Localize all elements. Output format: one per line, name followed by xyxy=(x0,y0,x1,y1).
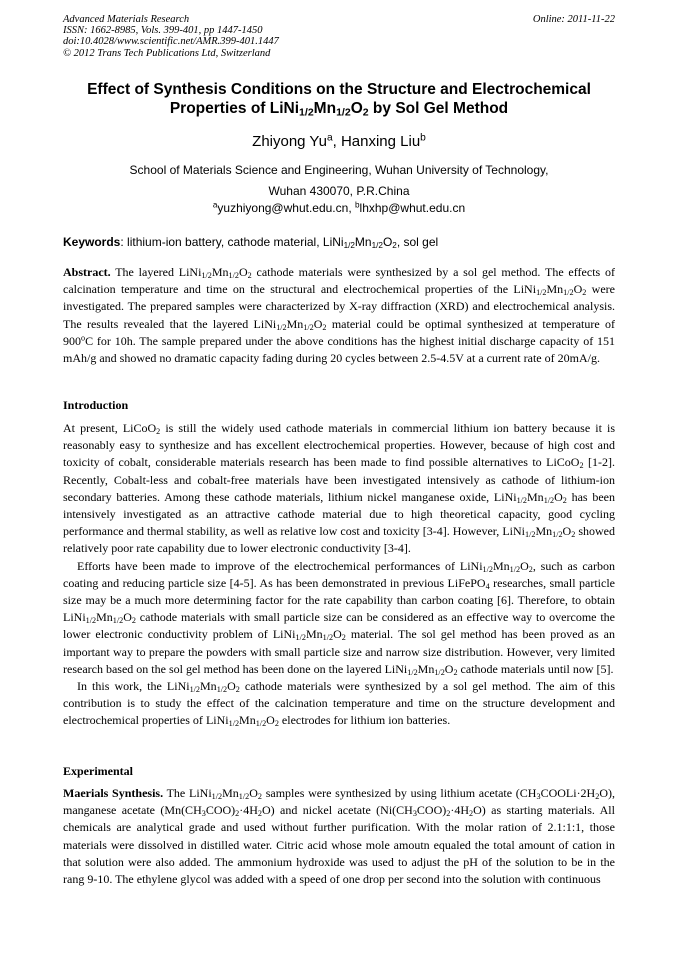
journal-header xyxy=(63,14,615,59)
subscript: 2 xyxy=(528,564,533,574)
title-text: by Sol Gel Method xyxy=(368,100,509,117)
author-emails xyxy=(63,201,615,215)
body-text: LiCoO xyxy=(546,455,580,470)
title-subscript: 2 xyxy=(362,106,369,119)
body-text: cathode materials until now [5]. xyxy=(457,661,614,676)
abstract-text: were investigated. The prepared samples were characterized by X-ray diffraction (XRD) and electrochemical analysis. The results revealed that the layered LiNi xyxy=(63,282,615,331)
body-text: O xyxy=(554,489,563,504)
subscript: 1/2 xyxy=(525,530,536,540)
subscript: 1/2 xyxy=(211,792,223,802)
body-text: Mn xyxy=(222,786,239,800)
body-text: O xyxy=(333,627,342,642)
abstract-text: material could be optimal synthesized at temperature of 900 xyxy=(63,316,615,348)
paragraph xyxy=(63,678,615,730)
abstract-text: Mn xyxy=(211,265,229,279)
subscript: 2 xyxy=(562,495,567,505)
doi-line: doi:10.4028/www.scientific.net/AMR.399-401.1447 xyxy=(63,36,279,48)
body-text: ·4H xyxy=(239,803,258,818)
abstract-text: The layered LiNi xyxy=(110,265,202,279)
abstract-text: LiNi xyxy=(513,282,537,297)
title-subscript: 1/2 xyxy=(299,106,314,119)
subscript: 1/2 xyxy=(295,633,306,643)
affiliation xyxy=(63,160,615,202)
body-text: O xyxy=(444,661,454,676)
subscript: 1/2 xyxy=(255,719,267,729)
paragraph xyxy=(63,420,615,558)
experimental-heading: Experimental xyxy=(63,764,133,778)
affiliation-mark: a xyxy=(326,132,333,144)
body-text: O xyxy=(249,786,258,800)
body-text: Mn xyxy=(200,679,217,694)
abstract-text: O xyxy=(573,282,583,297)
subscript: 2 xyxy=(257,809,262,819)
keywords-text: Mn xyxy=(354,235,372,249)
affiliation-line: Wuhan 430070, P.R.China xyxy=(268,184,410,198)
formula-lini: $LiNi_{1/2}Mn_{1/2}O_2$ xyxy=(502,524,576,540)
abstract-text: O xyxy=(313,316,323,331)
author-name: Hanxing Liu xyxy=(340,133,421,150)
formula-lini: $LiNi_{1/2}Mn_{1/2}O_2$ xyxy=(272,627,346,643)
body-text: Mn xyxy=(417,661,435,676)
paragraph xyxy=(63,558,615,678)
body-text: O xyxy=(520,558,529,573)
body-text: Mn xyxy=(492,558,510,573)
body-text: Mn xyxy=(527,489,544,504)
affiliation-line: School of Materials Science and Engineering, Wuhan University of Technology, xyxy=(129,163,549,177)
subscript: 2 xyxy=(446,809,451,819)
abstract-text: C for 10h. The sample prepared under the above conditions has the highest initial discharge capacity of 151 mAh/g and showed no dramatic capacity fading during 20 cycles between 2.5-4.5V at a current rate of 20mA/g. xyxy=(63,333,615,366)
abstract-text: cathode materials were synthesized by a sol gel method. The effects of calcination temperature and time on the structural and electrochemical properties of the xyxy=(63,265,615,297)
online-date: Online: 2011-11-22 xyxy=(532,14,615,25)
subscript: 2 xyxy=(453,667,458,677)
subscript: 2 xyxy=(469,809,474,819)
body-text: In this work, the xyxy=(77,679,167,694)
body-text: cathode materials with small particle size can be considered as an effective way to overcome the lower electronic conductivity problem of xyxy=(63,610,615,642)
body-text: LiCoO xyxy=(122,421,157,435)
body-text: LiFePO xyxy=(447,575,486,590)
body-text: O xyxy=(562,524,572,539)
title-text: Properties of LiNi xyxy=(169,100,300,117)
subscript: 2 xyxy=(341,633,346,643)
body-text: O xyxy=(123,610,132,625)
subscript: 2 xyxy=(235,809,240,819)
body-text: O xyxy=(266,713,275,728)
body-text: has been intensively investigated as an attractive cathode material due to high theoretical capacity, good cycling performance and thermal stability, as well as relative low cost and toxicity [3-4]. However, xyxy=(63,489,615,539)
subscript: 1/2 xyxy=(85,616,97,626)
experimental-body xyxy=(63,785,615,888)
subscript: 2 xyxy=(274,719,279,729)
subscript: 2 xyxy=(257,792,262,802)
body-text: COOLi·2H xyxy=(540,786,596,800)
body-text: The xyxy=(163,786,189,800)
body-text: At present, xyxy=(63,421,123,435)
formula-lini: $LiNi_{1/2}Mn_{1/2}O_2$ xyxy=(205,713,279,729)
author-separator: , xyxy=(332,133,341,150)
subscript: 2 xyxy=(156,427,161,437)
subscript: 2 xyxy=(595,792,600,802)
title-text: Mn xyxy=(313,100,337,117)
body-text: COO) xyxy=(416,803,447,818)
subscript: 1/2 xyxy=(563,288,574,298)
journal-name: Advanced Materials Research xyxy=(63,14,190,25)
subscript: 1/2 xyxy=(516,495,528,505)
affiliation-mark: a xyxy=(212,200,218,210)
abstract-text: Mn xyxy=(286,316,304,331)
subscript: 1/2 xyxy=(543,495,555,505)
abstract-text: O xyxy=(238,265,248,279)
keywords-text: O xyxy=(382,235,393,249)
keywords-text: , sol gel xyxy=(396,235,439,249)
subsection-label: Maerials Synthesis. xyxy=(63,786,164,800)
subscript: 2 xyxy=(235,685,240,695)
subscript: 1/2 xyxy=(536,288,547,298)
paragraph xyxy=(63,785,615,888)
subscript: 1/2 xyxy=(482,564,493,574)
subscript: 1/2 xyxy=(343,241,355,251)
subscript: 1/2 xyxy=(434,667,445,677)
formula-lini: $LiNi_{1/2}Mn_{1/2}O_2$ xyxy=(189,786,262,802)
body-text: Mn xyxy=(305,627,323,642)
body-text: electrodes for lithium ion batteries. xyxy=(278,713,451,728)
body-text: Mn xyxy=(96,610,113,625)
abstract-label: Abstract. xyxy=(63,265,111,279)
body-text: Mn xyxy=(239,713,256,728)
subscript: 1/2 xyxy=(228,719,240,729)
subscript: 1/2 xyxy=(407,667,418,677)
subscript: 1/2 xyxy=(322,633,334,643)
author-list xyxy=(63,133,615,151)
body-text: Mn xyxy=(535,524,553,539)
body-text: [1-2]. Recently, Cobalt-less and cobalt-free materials have been investigated intensively as cathode of lithium-ion secondary batteries. Among these cathode materials, lithium nickel manganese oxide, xyxy=(63,455,615,504)
subscript: 2 xyxy=(322,322,327,332)
subscript: 1/2 xyxy=(201,271,212,281)
subscript: 3 xyxy=(412,809,417,819)
subscript: 1/2 xyxy=(276,322,287,332)
degree-mark: o xyxy=(81,333,86,343)
introduction-heading: Introduction xyxy=(63,398,129,412)
formula-lini: $LiNi_{1/2}Mn_{1/2}O_2$ xyxy=(459,558,533,574)
affiliation-mark: b xyxy=(420,132,426,144)
subscript: 2 xyxy=(571,530,576,540)
title-line-1: Effect of Synthesis Conditions on the Structure and Electrochemical xyxy=(87,81,591,98)
subscript: 1/2 xyxy=(509,564,521,574)
body-text: samples were synthesized by using lithium acetate (CH xyxy=(261,786,537,800)
subscript: 3 xyxy=(201,809,206,819)
subscript: 2 xyxy=(582,288,587,298)
copyright-line: © 2012 Trans Tech Publications Ltd, Switzerland xyxy=(63,47,271,59)
subscript: 1/2 xyxy=(228,271,239,281)
formula-lini: $LiNi_{1/2}Mn_{1/2}O_2$ xyxy=(166,679,240,695)
keywords-text: : lithium-ion battery, cathode material, LiNi xyxy=(120,235,344,249)
body-text: is still the widely used cathode materials in commercial lithium ion battery because it is reasonably easy to synthesize and has excellent electrochemical properties. However, because of high cost and toxicity of cobalt, considerable materials research has been made to find possible alternatives to xyxy=(63,421,615,470)
keywords xyxy=(63,235,615,249)
body-text: researches, small particle size may be a much more determining factor for the rate capability than carbon coating [6]. Therefore, to obtain xyxy=(63,575,615,608)
body-text: O xyxy=(227,679,236,694)
subscript: 2 xyxy=(392,241,397,251)
body-text: Efforts have been made to improve of the electrochemical performances of xyxy=(77,558,460,573)
body-text: O) as starting materials. All chemicals are analytical grade and used without further purification. With the molar ration of 2.1:1:1, those materials were dissolved in distilled water. Citric acid whose mole amoutn equaled the total amount of cation in that solution were also added. The ammonium hydroxide was used to adjust the pH of the solution to be in the rang 9-10. The ethylene glycol was added with a speed of one drop per second into the solution with continuous xyxy=(63,803,615,887)
paper-title xyxy=(63,80,615,118)
subscript: 1/2 xyxy=(552,530,563,540)
body-text: ·4H xyxy=(450,803,470,818)
body-text: COO) xyxy=(205,803,236,818)
formula-lini: $LiNi_{1/2}Mn_{1/2}O_2$ xyxy=(493,489,567,505)
email-address: lhxhp@whut.edu.cn xyxy=(359,201,466,215)
affiliation-mark: b xyxy=(355,200,360,210)
body-text: O), manganese acetate (Mn(CH xyxy=(63,786,615,818)
body-text: material. The sol gel method has been proved as an important way to prepare the powders with small particle size and narrow size distribution. However, very limited research based on the sol gel method has been done on the layered xyxy=(63,627,615,676)
title-text: O xyxy=(350,100,363,117)
subscript: 1/2 xyxy=(216,685,228,695)
subscript: 1/2 xyxy=(238,792,250,802)
keywords-label: Keywords xyxy=(63,235,121,249)
introduction-body xyxy=(63,420,615,730)
email-address: yuzhiyong@whut.edu.cn, xyxy=(217,201,355,215)
subscript: 2 xyxy=(579,461,584,471)
body-text: , such as carbon coating and reducing particle size [4-5]. As has been demonstrated in previous xyxy=(63,558,616,590)
title-subscript: 1/2 xyxy=(336,106,351,119)
subscript: 1/2 xyxy=(189,685,201,695)
subscript: 3 xyxy=(536,792,541,802)
issn-line: ISSN: 1662-8985, Vols. 399-401, pp 1447-1450 xyxy=(63,25,263,37)
formula-lini: $LiNi_{1/2}Mn_{1/2}O_2$ xyxy=(384,661,458,677)
subscript: 2 xyxy=(247,271,252,281)
abstract-text: Mn xyxy=(546,282,564,297)
body-text: cathode materials were synthesized by a sol gel method. The aim of this contribution is to study the effect of the calcination temperature and time on the structure development and electrochemical properties of xyxy=(63,679,615,728)
subscript: 4 xyxy=(485,581,490,591)
subscript: 2 xyxy=(131,616,136,626)
title-line-2 xyxy=(63,99,615,118)
formula-lini: $LiNi_{1/2}Mn_{1/2}O_2$ xyxy=(63,610,136,626)
author-name: Zhiyong Yu xyxy=(252,133,327,150)
subscript: 1/2 xyxy=(112,616,124,626)
body-text: showed relatively poor rate capability due to lower electronic conductivity [3-4]. xyxy=(63,524,615,556)
body-text: O) and nickel acetate (Ni(CH xyxy=(261,803,413,818)
abstract xyxy=(63,264,615,367)
subscript: 1/2 xyxy=(303,322,314,332)
subscript: 1/2 xyxy=(371,241,383,251)
